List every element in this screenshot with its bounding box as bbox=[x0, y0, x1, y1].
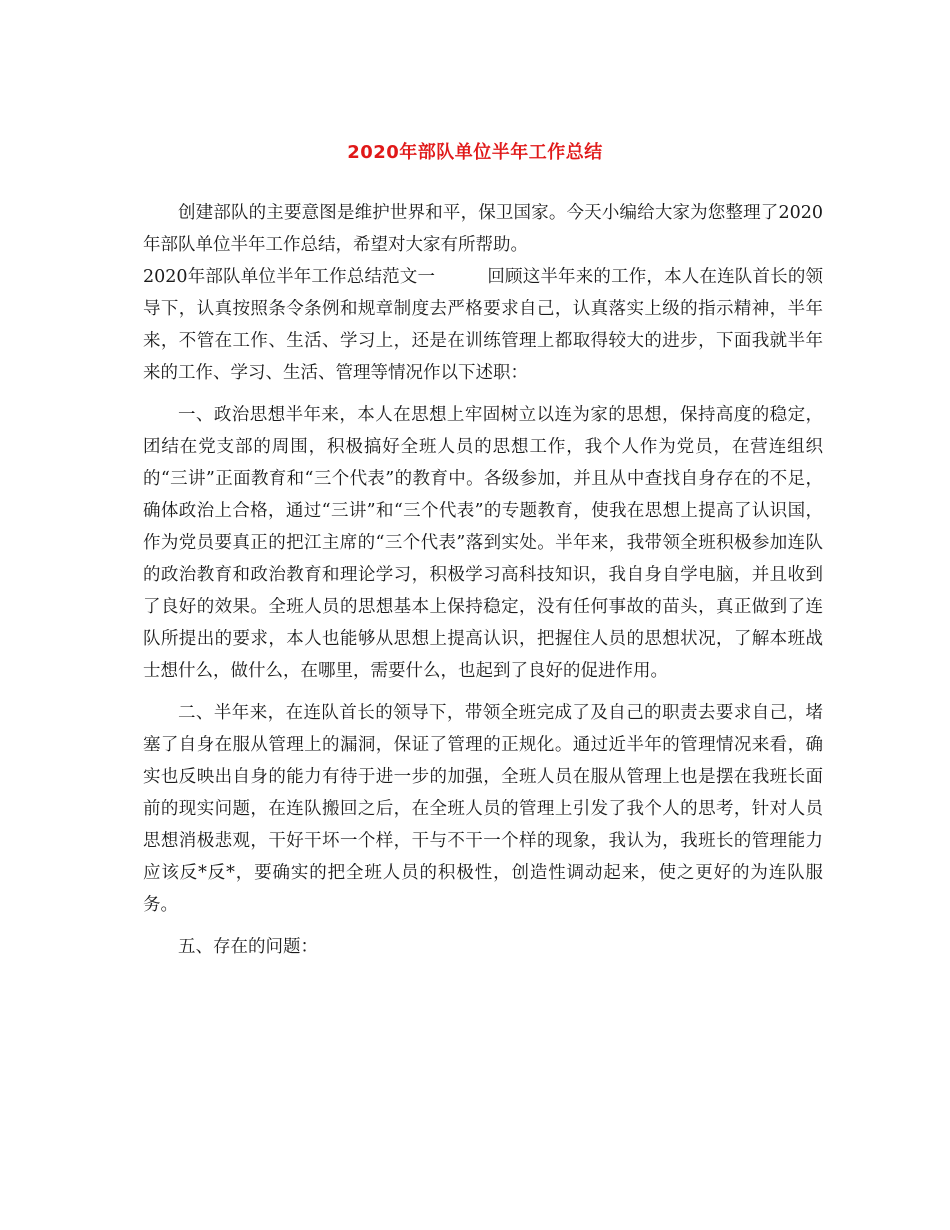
sample-paragraph bbox=[143, 261, 823, 389]
paragraph-politics: 一、政治思想半年来，本人在思想上牢固树立以连为家的思想，保持高度的稳定，团结在党支部的周围，积极搞好全班人员的思想工作，我个人作为党员，在营连组织的“三讲”正面教育和“三个代表”的教育中。各级参加，并且从中查找自身存在的不足，确体政治上合格，通过“三讲”和“三个代表”的专题教育，使我在思想上提高了认识国，作为党员要真正的把江主席的“三个代表”落到实处。半年来，我带领全班积极参加连队的政治教育和政治教育和理论学习，积极学习高科技知识，我自身自学电脑，并且收到了良好的效果。全班人员的思想基本上保持稳定，没有任何事故的苗头，真正做到了连队所提出的要求，本人也能够从思想上提高认识，把握住人员的思想状况，了解本班战士想什么，做什么，在哪里，需要什么，也起到了良好的促进作用。 bbox=[143, 405, 823, 681]
sample-text: 回顾这半年来的工作，本人在连队首长的领导下，认真按照条令条例和规章制度去严格要求自己，认真落实上级的指示精神，半年来，不管在工作、生活、学习上，还是在训练管理上都取得较大的进步，下面我就半年来的工作、学习、生活、管理等情况作以下述职： bbox=[143, 267, 823, 383]
document-title: 2020年部队单位半年工作总结 bbox=[347, 142, 603, 163]
paragraph-management: 二、半年来，在连队首长的领导下，带领全班完成了及自己的职责去要求自己，堵塞了自身在服从管理上的漏洞，保证了管理的正规化。通过近半年的管理情况来看，确实也反映出自身的能力有待于进一步的加强，全班人员在服从管理上也是摆在我班长面前的现实问题，在连队搬回之后，在全班人员的管理上引发了我个人的思考，针对人员思想消极悲观，干好干坏一个样，干与不干一个样的现象，我认为，我班长的管理能力应该反*反*，要确实的把全班人员的积极性，创造性调动起来，使之更好的为连队服务。 bbox=[143, 703, 823, 915]
document-body bbox=[143, 197, 823, 963]
paragraph-problems: 五、存在的问题： bbox=[178, 937, 318, 957]
sample-heading: 2020年部队单位半年工作总结范文一 bbox=[143, 267, 436, 287]
intro-paragraph: 创建部队的主要意图是维护世界和平，保卫国家。今天小编给大家为您整理了2020年部队单位半年工作总结，希望对大家有所帮助。 bbox=[143, 203, 823, 255]
